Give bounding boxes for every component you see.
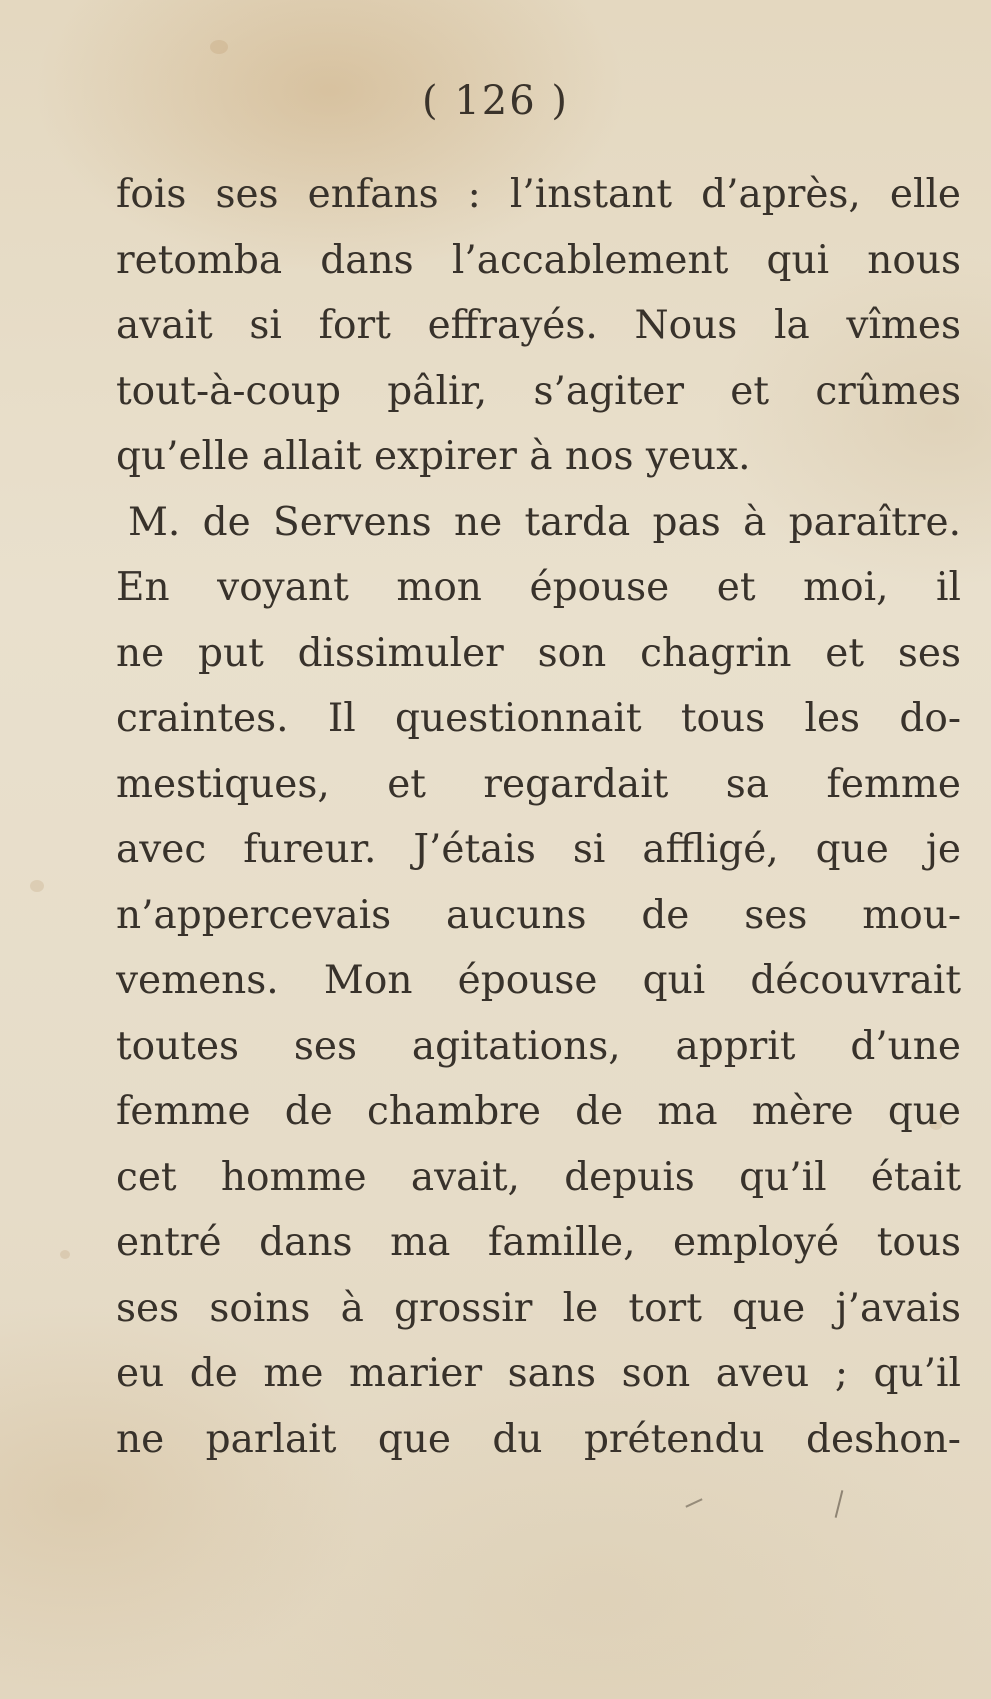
text-line: avec fureur. J’étais si affligé, que je bbox=[116, 827, 961, 872]
text-line: vemens. Mon épouse qui découvrait bbox=[116, 958, 961, 1003]
text-line: femme de chambre de ma mère que bbox=[116, 1089, 961, 1134]
text-line: cet homme avait, depuis qu’il était bbox=[116, 1154, 961, 1200]
text-line: toutes ses agitations, apprit d’une bbox=[116, 1023, 961, 1069]
text-line: craintes. Il questionnait tous les do- bbox=[116, 696, 961, 741]
pencil-mark bbox=[685, 1498, 702, 1507]
page-number: ( 126 ) bbox=[422, 78, 569, 124]
text-line: En voyant mon épouse et moi, il bbox=[116, 565, 961, 610]
text-line: tout-à-coup pâlir, s’agiter et crûmes bbox=[116, 368, 961, 414]
text-line: mestiques, et regardait sa femme bbox=[116, 761, 961, 807]
text-line: fois ses enfans : l’instant d’après, elle bbox=[116, 172, 961, 217]
text-line: M. de Servens ne tarda pas à paraître. bbox=[128, 499, 961, 545]
body-text bbox=[116, 162, 961, 1472]
text-line: avait si fort effrayés. Nous la vîmes bbox=[116, 303, 961, 348]
text-line: retomba dans l’accablement qui nous bbox=[116, 237, 961, 283]
text-line: ses soins à grossir le tort que j’avais bbox=[116, 1285, 961, 1331]
text-line: qu’elle allait expirer à nos yeux. bbox=[116, 434, 751, 479]
paper-stain bbox=[210, 40, 228, 54]
text-line: n’appercevais aucuns de ses mou- bbox=[116, 892, 961, 938]
text-line: ne parlait que du prétendu deshon- bbox=[116, 1416, 961, 1462]
text-line: eu de me marier sans son aveu ; qu’il bbox=[116, 1351, 961, 1396]
text-line: entré dans ma famille, employé tous bbox=[116, 1220, 961, 1265]
text-line: ne put dissimuler son chagrin et ses bbox=[116, 630, 961, 676]
paper-stain bbox=[60, 1250, 70, 1259]
pencil-mark bbox=[835, 1490, 844, 1518]
paper-stain bbox=[30, 880, 44, 892]
